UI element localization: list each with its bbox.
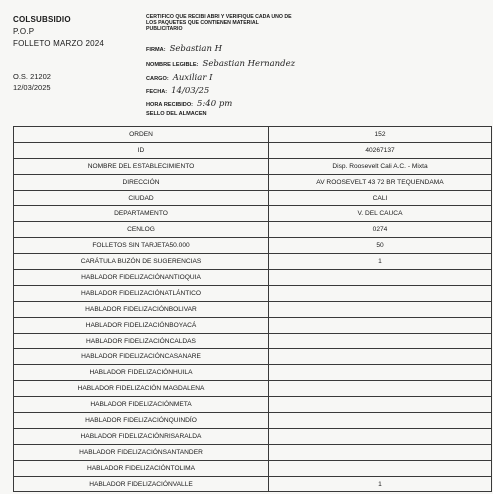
fecha-field <box>146 86 209 96</box>
table-row <box>14 158 492 174</box>
row-label: HABLADOR FIDELIZACIÓNTOLIMA <box>14 460 269 476</box>
certificate-text: CERTIFICO QUE RECIBI ABRI Y VERIFIQUE CADA UNO DE LOS PAQUETES QUE CONTIENEN MATERIAL PUBLICITARIO <box>146 14 292 33</box>
row-value <box>269 444 492 460</box>
field-label: HORA RECIBIDO: <box>146 102 194 108</box>
field-label: FIRMA: <box>146 47 166 53</box>
name-value: Sebastian Hernandez <box>202 59 296 69</box>
sello-label: SELLO DEL ALMACEN <box>146 111 207 117</box>
row-value <box>269 333 492 349</box>
table-row <box>14 349 492 365</box>
row-label: HABLADOR FIDELIZACIÓNBOYACÁ <box>14 317 269 333</box>
row-value: 1 <box>269 476 492 492</box>
row-value <box>269 397 492 413</box>
row-label: CENLOG <box>14 222 269 238</box>
table-row <box>14 333 492 349</box>
table-row <box>14 413 492 429</box>
row-label: HABLADOR FIDELIZACIÓNBOLIVAR <box>14 301 269 317</box>
row-value: 0274 <box>269 222 492 238</box>
table-row <box>14 127 492 143</box>
cargo-field <box>146 73 212 83</box>
row-label: DEPARTAMENTO <box>14 206 269 222</box>
row-label: HABLADOR FIDELIZACIÓN MAGDALENA <box>14 381 269 397</box>
table-row <box>14 222 492 238</box>
row-value: 1 <box>269 254 492 270</box>
row-value <box>269 270 492 286</box>
signature-value: Sebastian H <box>169 44 223 54</box>
field-label: FECHA: <box>146 89 168 95</box>
row-value <box>269 349 492 365</box>
row-label: DIRECCIÓN <box>14 174 269 190</box>
row-value <box>269 413 492 429</box>
row-label: HABLADOR FIDELIZACIÓNMETA <box>14 397 269 413</box>
table-row <box>14 428 492 444</box>
header-left <box>13 14 104 50</box>
table-row <box>14 317 492 333</box>
table-row <box>14 254 492 270</box>
hora-field <box>146 99 232 109</box>
row-value <box>269 381 492 397</box>
field-label: NOMBRE LEGIBLE: <box>146 62 199 68</box>
table-row <box>14 238 492 254</box>
row-value: 152 <box>269 127 492 143</box>
row-value <box>269 460 492 476</box>
row-label: CARÁTULA BUZÓN DE SUGERENCIAS <box>14 254 269 270</box>
table-row <box>14 381 492 397</box>
order-table <box>13 126 492 492</box>
table-row <box>14 444 492 460</box>
row-value: CALI <box>269 190 492 206</box>
row-label: HABLADOR FIDELIZACIÓNCALDAS <box>14 333 269 349</box>
row-label: HABLADOR FIDELIZACIÓNQUINDÍO <box>14 413 269 429</box>
row-label: HABLADOR FIDELIZACIÓNANTIOQUIA <box>14 270 269 286</box>
table-row <box>14 142 492 158</box>
row-label: ID <box>14 142 269 158</box>
signature-field <box>146 44 222 54</box>
row-value <box>269 285 492 301</box>
folleto-title: FOLLETO MARZO 2024 <box>13 39 105 48</box>
row-label: HABLADOR FIDELIZACIÓNHUILA <box>14 365 269 381</box>
table-row <box>14 301 492 317</box>
table-row <box>14 460 492 476</box>
order-info <box>13 71 51 93</box>
row-value <box>269 428 492 444</box>
name-field <box>146 59 295 69</box>
row-value: Disp. Roosevelt Cali A.C. - Mixta <box>269 158 492 174</box>
row-label: FOLLETOS SIN TARJETA50.000 <box>14 238 269 254</box>
table-row <box>14 190 492 206</box>
field-label: CARGO: <box>146 76 169 82</box>
row-label: HABLADOR FIDELIZACIÓNATLÁNTICO <box>14 285 269 301</box>
row-label: ORDEN <box>14 127 269 143</box>
row-value: AV ROOSEVELT 43 72 BR TEQUENDAMA <box>269 174 492 190</box>
row-value: 50 <box>269 238 492 254</box>
row-value: 40267137 <box>269 142 492 158</box>
cargo-value: Auxiliar I <box>172 73 213 83</box>
row-label: CIUDAD <box>14 190 269 206</box>
table-row <box>14 397 492 413</box>
row-label: HABLADOR FIDELIZACIÓNCASANARE <box>14 349 269 365</box>
pop-label: P.O.P <box>13 27 35 36</box>
table-row <box>14 476 492 492</box>
row-value <box>269 301 492 317</box>
table-row <box>14 285 492 301</box>
table-row <box>14 206 492 222</box>
row-label: HABLADOR FIDELIZACIÓNSANTANDER <box>14 444 269 460</box>
order-date: 12/03/2025 <box>13 83 51 92</box>
hora-value: 5:40 pm <box>197 99 233 109</box>
row-value <box>269 365 492 381</box>
os-number: O.S. 21202 <box>13 72 51 81</box>
table-row <box>14 270 492 286</box>
row-label: HABLADOR FIDELIZACIÓNRISARALDA <box>14 428 269 444</box>
row-value: V. DEL CAUCA <box>269 206 492 222</box>
table-row <box>14 174 492 190</box>
fecha-value: 14/03/25 <box>171 86 210 96</box>
company-name: COLSUBSIDIO <box>13 15 71 24</box>
row-value <box>269 317 492 333</box>
table-row <box>14 365 492 381</box>
row-label: HABLADOR FIDELIZACIÓNVALLE <box>14 476 269 492</box>
row-label: NOMBRE DEL ESTABLECIMIENTO <box>14 158 269 174</box>
